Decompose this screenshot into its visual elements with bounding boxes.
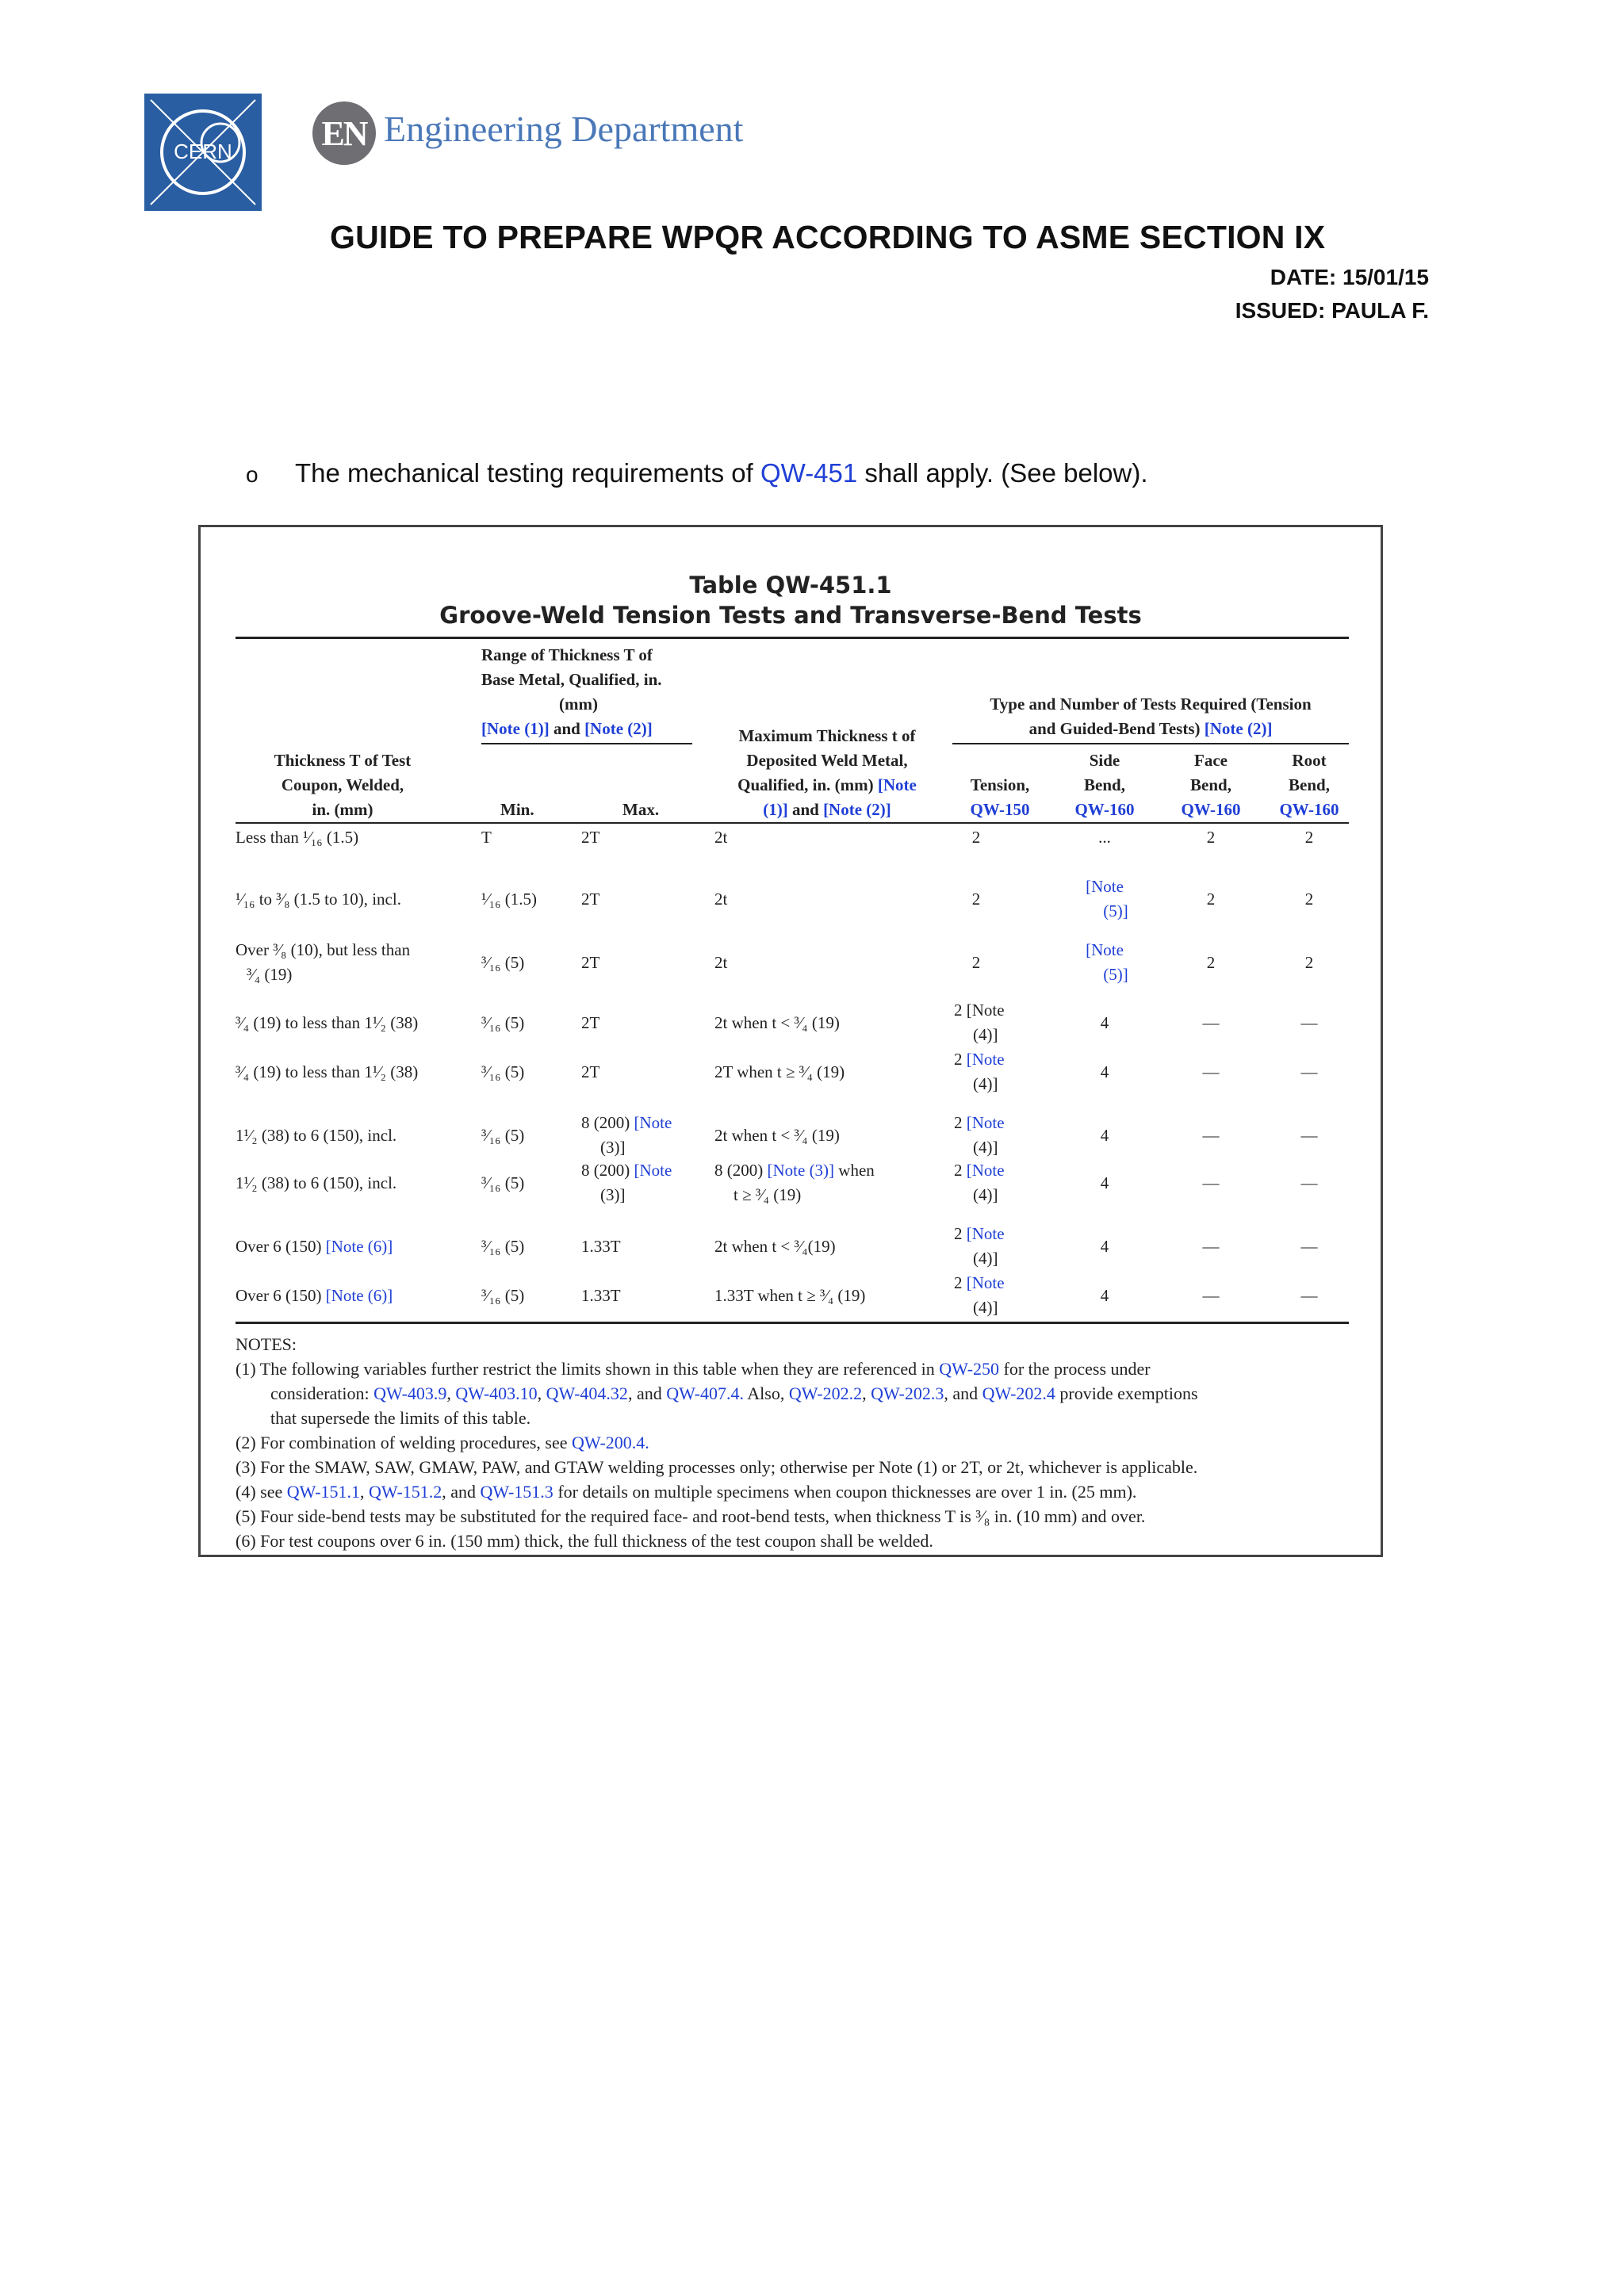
header-face-bend: Face Bend, QW-160 (1181, 751, 1241, 819)
bullet-marker: o (246, 462, 259, 487)
note-line: that supersede the limits of this table. (270, 1408, 531, 1428)
header-range: Range of Thickness T of Base Metal, Qualified, in. (mm) [Note (1)] and [Note (2)] (481, 645, 662, 738)
header-max: Max. (622, 800, 660, 819)
bullet-paragraph (246, 458, 1148, 488)
table-row: ¹⁄₁₆ to ³⁄₈ (1.5 to 10), incl. ¹⁄₁₆ (1.5) 2T 2t 2 [Note (5)] 2 2 (236, 877, 1314, 920)
notes-title: NOTES: (236, 1334, 297, 1354)
department-name: Engineering Department (384, 109, 744, 149)
header-bottom-rule (236, 822, 1349, 824)
table-row: Over ³⁄₈ (10), but less than ³⁄₄ (19) ³⁄₁₆ (5) 2T 2t 2 [Note (5)] 2 2 (236, 940, 1314, 984)
table-row: ³⁄₄ (19) to less than 1¹⁄₂ (38) ³⁄₁₆ (5) 2T 2t when t < ³⁄₄ (19) 2 [Note (4)] 4 — — (236, 1001, 1318, 1044)
header-max-deposit: Maximum Thickness t of Deposited Weld Metal, Qualified, in. (mm) [Note (1)] and [Note (2)] (737, 726, 917, 819)
en-badge: EN (312, 101, 376, 165)
table-bottom-rule (236, 1322, 1349, 1324)
table-row: Over 6 (150) [Note (6)] ³⁄₁₆ (5) 1.33T 1.33T when t ≥ ³⁄₄ (19) 2 [Note (4)] 4 — — (236, 1273, 1318, 1317)
cern-logo (144, 94, 262, 211)
document-issued: ISSUED: PAULA F. (1235, 298, 1429, 323)
table-top-rule (236, 637, 1349, 639)
note-line: (4) see QW-151.1, QW-151.2, and QW-151.3 for details on multiple specimens when coupon thicknesses are over 1 in. (25 mm). (236, 1482, 1137, 1502)
bullet-text-pre: The mechanical testing requirements of (295, 458, 760, 488)
table-row: Less than ¹⁄₁₆ (1.5) T 2T 2t 2 ... 2 2 (236, 828, 1314, 847)
table-title: Table QW-451.1 (689, 572, 892, 599)
qw-451-link[interactable]: QW-451 (760, 458, 858, 488)
header-min: Min. (500, 800, 534, 819)
note-line: (1) The following variables further restrict the limits shown in this table when they are referenced in QW-250 for the process under (236, 1359, 1151, 1379)
table-row: Over 6 (150) [Note (6)] ³⁄₁₆ (5) 1.33T 2t when t < ³⁄₄(19) 2 [Note (4)] 4 — — (236, 1224, 1318, 1268)
header-thickness-coupon: Thickness T of Test Coupon, Welded, in. (mm) (274, 751, 412, 819)
header-tension: Tension, QW-150 (970, 775, 1030, 819)
table-row: 1¹⁄₂ (38) to 6 (150), incl. ³⁄₁₆ (5) 8 (200) [Note (3)] 8 (200) [Note (3)] when t ≥ ³⁄₄ (19) 2 [Note (4)] 4 — — (236, 1161, 1318, 1204)
bullet-text-post: shall apply. (See below). (857, 458, 1148, 488)
range-rule (481, 743, 692, 744)
header-type-number: Type and Number of Tests Required (Tension and Guided-Bend Tests) [Note (2)] (990, 695, 1312, 738)
note-line: (3) For the SMAW, SAW, GMAW, PAW, and GTAW welding processes only; otherwise per Note (1) or 2T, or 2t, whichever is applicable. (236, 1457, 1198, 1477)
type-number-rule (952, 743, 1349, 744)
cern-logo-text: CERN (174, 140, 232, 163)
header-root-bend: Root Bend, QW-160 (1279, 751, 1339, 819)
document-title: GUIDE TO PREPARE WPQR ACCORDING TO ASME SECTION IX (330, 219, 1326, 255)
document-date: DATE: 15/01/15 (1270, 265, 1429, 289)
table-subtitle: Groove-Weld Tension Tests and Transverse-Bend Tests (439, 602, 1142, 629)
table-row: ³⁄₄ (19) to less than 1¹⁄₂ (38) ³⁄₁₆ (5) 2T 2T when t ≥ ³⁄₄ (19) 2 [Note (4)] 4 — — (236, 1050, 1318, 1093)
table-qw-451-1 (198, 525, 1383, 1557)
header-side-bend: Side Bend, QW-160 (1074, 751, 1135, 819)
note-line: (5) Four side-bend tests may be substituted for the required face- and root-bend tests, when thickness T is ³⁄₈ in. (10 mm) and over. (236, 1506, 1146, 1526)
note-line: (2) For combination of welding procedures, see QW-200.4. (236, 1433, 649, 1452)
table-notes (236, 1332, 1198, 1553)
note-line: consideration: QW-403.9, QW-403.10, QW-404.32, and QW-407.4. Also, QW-202.2, QW-202.3, and QW-202.4 provide exemptions (270, 1383, 1198, 1403)
table-row: 1¹⁄₂ (38) to 6 (150), incl. ³⁄₁₆ (5) 8 (200) [Note (3)] 2t when t < ³⁄₄ (19) 2 [Note (4)] 4 — — (236, 1113, 1318, 1157)
note-line: (6) For test coupons over 6 in. (150 mm) thick, the full thickness of the test coupon shall be welded. (236, 1531, 933, 1551)
